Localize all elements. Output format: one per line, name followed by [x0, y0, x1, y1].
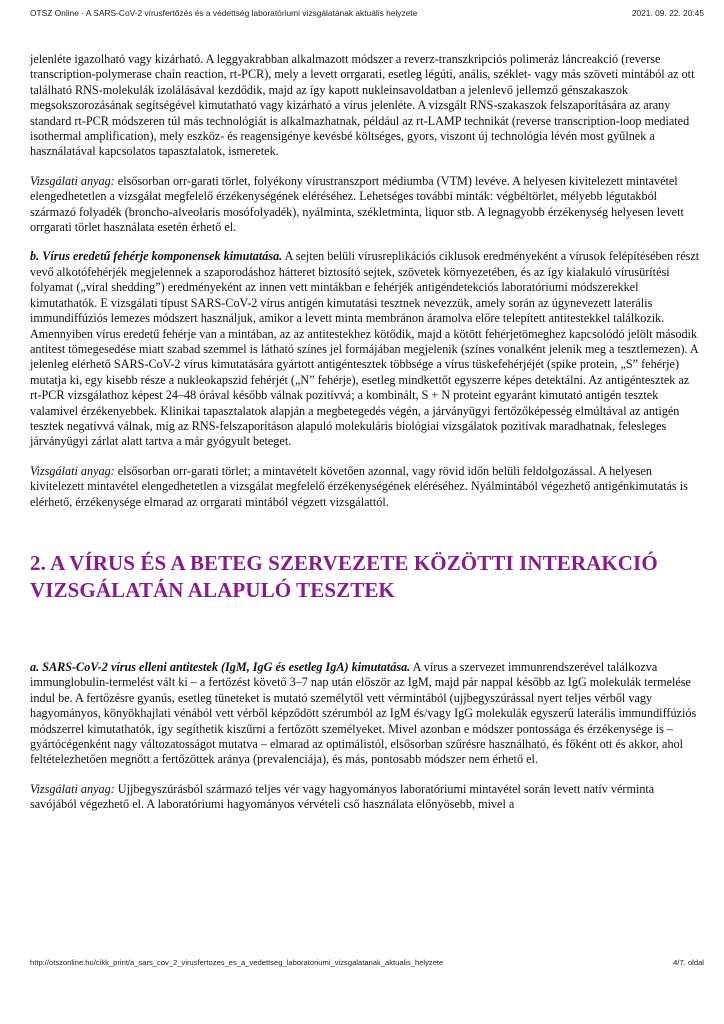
print-footer [30, 958, 704, 972]
paragraph-sample-material-1 [30, 174, 702, 236]
sample-material-text: elsősorban orr-garati törlet, folyékony vírustranszport médiumba (VTM) levéve. A helyesen kivitelezett mintavétel elengedhetetlen a vizsgálat megfelelő érzékenységének eléréséhez. Lehetséges további minták: végbéltörlet, mélyebb légutakból származó folyadék (broncho-alveolaris mosófolyadék), nyálminta, székletminta, liquor stb. A legnagyobb érzékenység helyesen levett orrgarati törlet használata esetén érhető el. [30, 173, 684, 235]
sample-material-label: Vizsgálati anyag: [30, 463, 115, 478]
paragraph-sample-material-2 [30, 464, 702, 510]
antibody-detection-text: A vírus a szervezet immunrendszerével találkozva immunglobulin-termelést vált ki – a fertőzést követő 3–7 nap után először az IgM, majd pár nappal később az IgG molekulák termelése indul be. A fertőzésre gyanús, esetleg tüneteket is mutató személytől vett vérmintából (ujjbegyszúrással nyert teljes vérből vagy hagyományos, könyökhajlati vénából vett vérből képződött szérumból az IgM és/vagy IgG molekulák egyszerű laterális immundiffúziós módszerrel kimutathatók, így segíthetik kiszűrni a fertőzött személyeket. Mivel azonban e módszer pontossága és érzékenysége is – gyártócégenként nagy változatosságot mutatva – elmarad az optimálistól, elsősorban szűrésre használható, és főként ott és akkor, ahol feltételezhetően megnőtt a fertőzöttek aránya (prevalenciája), és más, pontosabb módszer nem érhető el. [30, 659, 697, 767]
section-heading: 2. A VÍRUS ÉS A BETEG SZERVEZETE KÖZÖTTI INTERAKCIÓ VIZSGÁLATÁN ALAPULÓ TESZTEK [30, 550, 658, 602]
sample-material-label: Vizsgálati anyag: [30, 781, 115, 796]
article-content [30, 52, 702, 827]
subsection-title-b: b. Vírus eredetű fehérje komponensek kimutatása. [30, 249, 283, 264]
paragraph-rt-pcr: jelenléte igazolható vagy kizárható. A leggyakrabban alkalmazott módszer a reverz-transzkripciós polimeráz láncreakció (reverse transcription-polymerase chain reaction, rt-PCR), mely a levett orrgarati, esetleg légúti, anális, széklet- vagy más szöveti mintából az ott található RNS-molekulák izolálásával kezdődik, majd az így kapott nukleinsavoldatban a jelenlevő jellemző génszakaszok megsokszorozásának segítségével kimutatható vagy kizárható a vírus jelenléte. A vizsgált RNS-szakaszok felszaporítására az arany standard rt-PCR módszeren túl más technológiát is alkalmazhatnak, például az rt-LAMP technikát (reverse transcription-loop mediated isothermal amplification), mely eszköz- és reagensigénye kevésbé költséges, gyors, viszont új technológia lévén most gyűlnek a használatával kapcsolatos tapasztalatok, ismeretek. [30, 52, 695, 159]
antigen-detection-text: A sejten belüli vírusreplikációs ciklusok eredményeként a vírusok felépítésében részt vevő alkotófehérjék megjelennek a szaporodáshoz hátteret biztosító sejtek, szövetek környezetében, és az így kialakuló vírusürítési folyamat („viral shedding”) eredményeként az innen vett mintákban e fehérjék antigéndetekciós laboratóriumi módszerekkel kimutathatók. E vizsgálati típust SARS-CoV-2 vírus antigén kimutatási tesztnek nevezzük, amely során az úgynevezett laterális immundiffúziós lemezes módszert használjuk, amikor a levett minta membránon áramolva előre telepített antitestekkel találkozik. Amennyiben vírus eredetű fehérje van a mintában, az az antitestekhez kötődik, majd a kötött fehérjetömeghez kapcsolódó jelölt második antitest tömegesedése miatt szabad szemmel is látható színes jel formájában megjelenik (színes vonalként jelenik meg a tesztlemezen). A jelenleg elérhető SARS-CoV-2 vírus kimutatására gyártott antigéntesztek többsége a vírus tüskefehérjéjét (spike protein, „S” fehérje) mutatja ki, egy kisebb része a nukleokapszid fehérjét („N” fehérje), esetleg mindkettőt egyszerre képes detektálni. Az antigéntesztek az rt-PCR vizsgálathoz képest 24–48 órával később válnak pozitívvá; a kombinált, S + N proteint egyaránt kimutató antigén tesztek valamivel érzékenyebbek. Klinikai tapasztalatok alapján a megbetegedés végén, a járványügyi fertőzőképesség elmúltával az antigén tesztek negatívvá válnak, míg az RNS-felszaporításon alapuló molekuláris biológiai vizsgálatok pozitívak maradhatnak, felesleges járványügyi zárlat alatt tartva a már gyógyult beteget. [30, 249, 700, 449]
header-title: OTSZ Online - A SARS-CoV-2 vírusfertőzés és a védettség laboratóriumi vizsgálatának aktuális helyzete [30, 8, 418, 18]
paragraph-antibody-detection [30, 660, 702, 768]
sample-material-text: Ujjbegyszúrásból származó teljes vér vagy hagyományos laboratóriumi mintavétel során levett natív vérminta savójából végezhető el. A laboratóriumi hagyományos vérvételi cső használata előnyösebb, mivel a [30, 781, 655, 812]
print-header [30, 8, 704, 22]
footer-page-number: 4/7. oldal [673, 958, 704, 967]
paragraph-antigen-detection [30, 249, 702, 449]
subsection-title-a: a. SARS-CoV-2 vírus elleni antitestek (IgM, IgG és esetleg IgA) kimutatása. [30, 659, 411, 674]
header-datetime: 2021. 09. 22. 20:45 [631, 8, 704, 18]
sample-material-label: Vizsgálati anyag: [30, 173, 115, 188]
sample-material-text: elsősorban orr-garati törlet; a mintavételt követően azonnal, vagy rövid időn belüli feldolgozással. A helyesen kivitelezett mintavétel elengedhetetlen a vizsgálat megfelelő érzékenységének eléréséhez. Nyálmintából végezhető antigénkimutatás is elérhető, érzékenysége elmarad az orrgarati mintából végzett vizsgálattól. [30, 463, 688, 509]
paragraph-sample-material-3 [30, 782, 702, 813]
footer-url: http://otszonline.hu/cikk_print/a_sars_cov_2_virusfertozes_es_a_vedettseg_laboratoriumi_vizsgalatanak_aktualis_helyzete [30, 958, 444, 967]
